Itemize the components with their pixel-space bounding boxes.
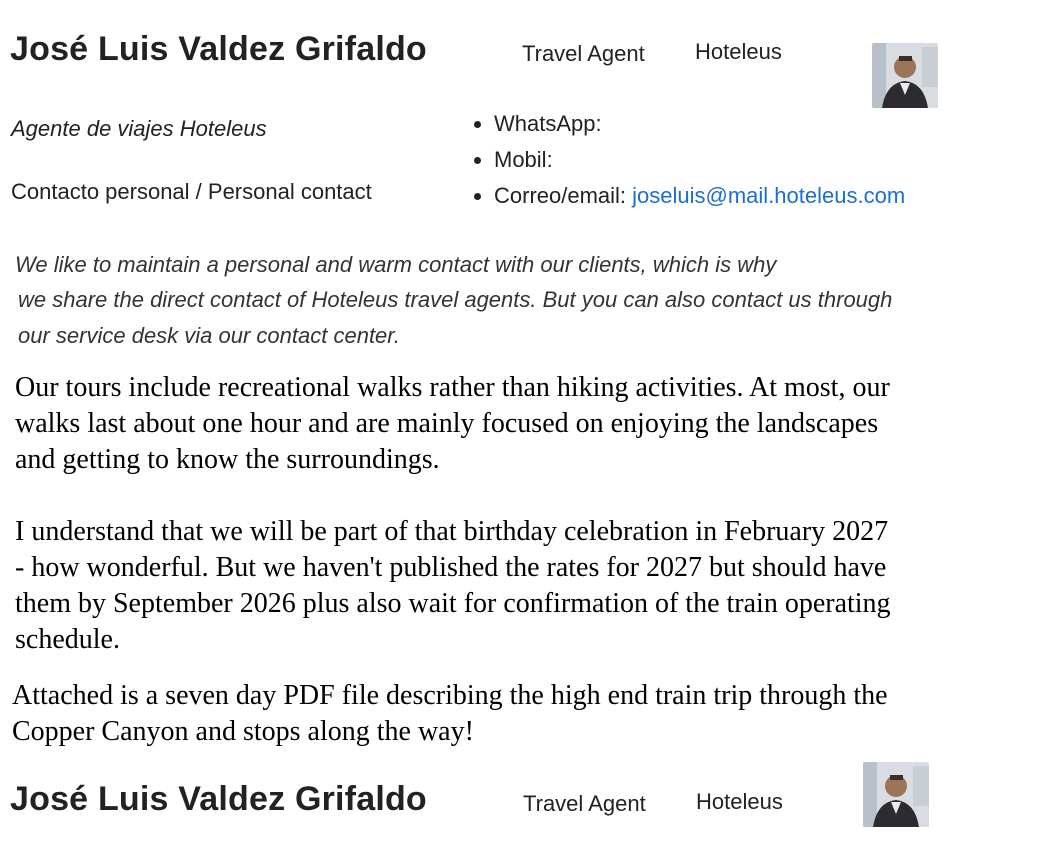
agent-name: José Luis Valdez Grifaldo (10, 30, 427, 68)
note-line-2: we share the direct contact of Hoteleus travel agents. But you can also contact us through (18, 287, 893, 312)
mobile-item (494, 142, 905, 178)
whatsapp-label: WhatsApp: (494, 111, 602, 136)
email-label: Correo/email: (494, 183, 633, 208)
footer-avatar (863, 762, 929, 827)
body-p1-line-3: and getting to know the surroundings. (15, 444, 440, 475)
person-photo-icon (872, 43, 938, 108)
note-line-3: our service desk via our contact center. (18, 323, 400, 348)
body-p1-line-1: Our tours include recreational walks rather than hiking activities. At most, our (15, 372, 890, 403)
body-p3-line-1: Attached is a seven day PDF file describing the high end train trip through the (12, 680, 888, 711)
email-item (494, 178, 905, 214)
whatsapp-item (494, 106, 905, 142)
person-photo-icon (863, 762, 929, 827)
avatar (872, 43, 938, 108)
email-link[interactable]: joseluis@mail.hoteleus.com (632, 183, 906, 208)
contact-list (466, 106, 905, 214)
body-p2-line-2: - how wonderful. But we haven't published the rates for 2027 but should have (15, 552, 887, 583)
body-p3-line-2: Copper Canyon and stops along the way! (12, 716, 474, 747)
agent-company: Hoteleus (695, 39, 782, 64)
agent-title: Travel Agent (522, 41, 645, 66)
body-p1-line-2: walks last about one hour and are mainly focused on enjoying the landscapes (15, 408, 879, 439)
note-line-1: We like to maintain a personal and warm contact with our clients, which is why (15, 252, 777, 277)
footer-agent-company: Hoteleus (696, 789, 783, 814)
footer-agent-name: José Luis Valdez Grifaldo (10, 780, 427, 818)
body-p2-line-1: I understand that we will be part of that birthday celebration in February 2027 (15, 516, 889, 547)
agent-subtitle: Agente de viajes Hoteleus (11, 116, 267, 141)
mobile-label: Mobil: (494, 147, 553, 172)
personal-contact-label: Contacto personal / Personal contact (11, 179, 372, 204)
footer-agent-title: Travel Agent (523, 791, 646, 816)
body-p2-line-3: them by September 2026 plus also wait for confirmation of the train operating (15, 588, 891, 619)
body-p2-line-4: schedule. (15, 624, 120, 655)
